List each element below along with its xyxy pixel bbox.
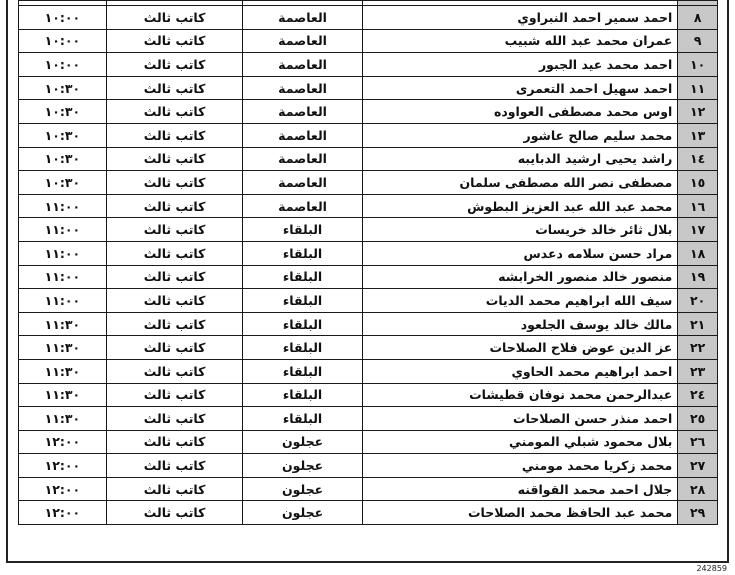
cell-time: ١٠:٠٠ (19, 53, 107, 77)
cell-name: محمد زكريا محمد مومني (362, 454, 678, 478)
table-row (19, 407, 718, 431)
cell-name: احمد منذر حسن الصلاحات (362, 407, 678, 431)
cell-num: ١٠ (678, 53, 718, 77)
cell-region: العاصمة (243, 194, 362, 218)
cell-region: العاصمة (243, 76, 362, 100)
cell-num: ١٥ (678, 171, 718, 195)
table-row (19, 312, 718, 336)
cell-region: البلقاء (243, 383, 362, 407)
cell-name: محمد عبد الله عبد العزيز البطوش (362, 194, 678, 218)
cell-num: ١١ (678, 76, 718, 100)
cell-rank: كاتب ثالث (106, 289, 243, 313)
cell-rank: كاتب ثالث (106, 454, 243, 478)
reference-code: 242859 (696, 564, 727, 573)
cell-name: راشد يحيى ارشيد الدبايبه (362, 147, 678, 171)
cell-time: ١١:٣٠ (19, 359, 107, 383)
cell-region: البلقاء (243, 289, 362, 313)
cell-time: ١١:٠٠ (19, 289, 107, 313)
cell-rank: كاتب ثالث (106, 147, 243, 171)
cell-rank: كاتب ثالث (106, 312, 243, 336)
table-row (19, 53, 718, 77)
cell-name: مراد حسن سلامه دعدس (362, 241, 678, 265)
cell-rank: كاتب ثالث (106, 336, 243, 360)
cell-rank: كاتب ثالث (106, 430, 243, 454)
cell-name: عبدالرحمن محمد نوفان قطيشات (362, 383, 678, 407)
table-row (19, 289, 718, 313)
cell-time: ١١:٠٠ (19, 218, 107, 242)
cell-num: ٢٠ (678, 289, 718, 313)
cell-time: ١٠:٣٠ (19, 171, 107, 195)
cell-rank: كاتب ثالث (106, 76, 243, 100)
cell-rank: كاتب ثالث (106, 218, 243, 242)
cell-region: العاصمة (243, 123, 362, 147)
cell-name: جلال احمد محمد القواقنه (362, 477, 678, 501)
table-row (19, 430, 718, 454)
table-row (19, 454, 718, 478)
cell-num: ٩ (678, 29, 718, 53)
cell-name: احمد سهيل احمد التعمرى (362, 76, 678, 100)
cell-name: احمد ابراهيم محمد الحاوي (362, 359, 678, 383)
cell-region: العاصمة (243, 100, 362, 124)
cell-region: البلقاء (243, 336, 362, 360)
cell-time: ١٢:٠٠ (19, 430, 107, 454)
cell-num: ١٤ (678, 147, 718, 171)
cell-rank: كاتب ثالث (106, 359, 243, 383)
cell-time: ١٠:٣٠ (19, 123, 107, 147)
cell-num: ٢١ (678, 312, 718, 336)
table-row (19, 194, 718, 218)
cell-num: ٢٤ (678, 383, 718, 407)
cell-num: ٢٣ (678, 359, 718, 383)
cell-num: ١٦ (678, 194, 718, 218)
cell-name: احمد سمير احمد النبراوي (362, 6, 678, 30)
table-row (19, 241, 718, 265)
table-row (19, 29, 718, 53)
cell-time: ١١:٣٠ (19, 383, 107, 407)
cell-name: منصور خالد منصور الخرابشه (362, 265, 678, 289)
cell-rank: كاتب ثالث (106, 100, 243, 124)
cell-region: عجلون (243, 477, 362, 501)
cell-name: محمد عبد الحافظ محمد الصلاحات (362, 501, 678, 525)
table-row (19, 383, 718, 407)
table-row (19, 501, 718, 525)
table-row (19, 359, 718, 383)
table-row (19, 147, 718, 171)
cell-region: العاصمة (243, 147, 362, 171)
cell-name: عمران محمد عبد الله شبيب (362, 29, 678, 53)
table-row (19, 477, 718, 501)
cell-time: ١٠:٠٠ (19, 6, 107, 30)
cell-num: ٢٥ (678, 407, 718, 431)
cell-name: بلال ثائر خالد خريسات (362, 218, 678, 242)
cell-region: العاصمة (243, 29, 362, 53)
cell-region: عجلون (243, 501, 362, 525)
cell-rank: كاتب ثالث (106, 265, 243, 289)
cell-rank: كاتب ثالث (106, 194, 243, 218)
cell-name: بلال محمود شبلي المومني (362, 430, 678, 454)
cell-region: البلقاء (243, 312, 362, 336)
candidates-table-body (19, 1, 718, 525)
cell-time: ١١:٠٠ (19, 265, 107, 289)
cell-rank: كاتب ثالث (106, 501, 243, 525)
cell-region: العاصمة (243, 53, 362, 77)
table-row (19, 336, 718, 360)
cell-num: ١٩ (678, 265, 718, 289)
cell-name: مالك خالد يوسف الجلعود (362, 312, 678, 336)
cell-time: ١٢:٠٠ (19, 477, 107, 501)
cell-num: ٢٨ (678, 477, 718, 501)
cell-num: ٢٧ (678, 454, 718, 478)
cell-rank: كاتب ثالث (106, 477, 243, 501)
cell-region: البلقاء (243, 218, 362, 242)
cell-num: ٢٢ (678, 336, 718, 360)
cell-name: احمد محمد عيد الجبور (362, 53, 678, 77)
cell-time: ١٠:٠٠ (19, 29, 107, 53)
cell-time: ١٢:٠٠ (19, 501, 107, 525)
cell-region: البلقاء (243, 265, 362, 289)
cell-rank: كاتب ثالث (106, 6, 243, 30)
cell-rank: كاتب ثالث (106, 241, 243, 265)
cell-num: ٢٩ (678, 501, 718, 525)
cell-num: ١٣ (678, 123, 718, 147)
cell-rank: كاتب ثالث (106, 29, 243, 53)
cell-region: العاصمة (243, 6, 362, 30)
table-row (19, 218, 718, 242)
cell-time: ١١:٠٠ (19, 194, 107, 218)
cell-time: ١٠:٣٠ (19, 100, 107, 124)
cell-rank: كاتب ثالث (106, 171, 243, 195)
cell-time: ١٠:٣٠ (19, 147, 107, 171)
cell-num: ٢٦ (678, 430, 718, 454)
cell-name: اوس محمد مصطفى العواوده (362, 100, 678, 124)
cell-name: عز الدين عوض فلاح الصلاحات (362, 336, 678, 360)
cell-region: البلقاء (243, 407, 362, 431)
table-row (19, 100, 718, 124)
cell-rank: كاتب ثالث (106, 383, 243, 407)
table-row (19, 265, 718, 289)
table-row (19, 123, 718, 147)
cell-name: سيف الله ابراهيم محمد الديات (362, 289, 678, 313)
table-row (19, 6, 718, 30)
cell-rank: كاتب ثالث (106, 123, 243, 147)
cell-time: ١١:٣٠ (19, 336, 107, 360)
cell-num: ١٨ (678, 241, 718, 265)
cell-region: عجلون (243, 430, 362, 454)
table-row (19, 171, 718, 195)
cell-region: العاصمة (243, 171, 362, 195)
cell-num: ٨ (678, 6, 718, 30)
cell-time: ١١:٣٠ (19, 312, 107, 336)
table-row (19, 76, 718, 100)
cell-region: عجلون (243, 454, 362, 478)
cell-rank: كاتب ثالث (106, 53, 243, 77)
cell-time: ١١:٣٠ (19, 407, 107, 431)
cell-num: ١٢ (678, 100, 718, 124)
cell-rank: كاتب ثالث (106, 407, 243, 431)
cell-name: محمد سليم صالح عاشور (362, 123, 678, 147)
cell-region: البلقاء (243, 241, 362, 265)
candidates-table (18, 0, 718, 525)
cell-time: ١٠:٣٠ (19, 76, 107, 100)
cell-region: البلقاء (243, 359, 362, 383)
cell-name: مصطفى نصر الله مصطفى سلمان (362, 171, 678, 195)
cell-num: ١٧ (678, 218, 718, 242)
cell-time: ١١:٠٠ (19, 241, 107, 265)
cell-time: ١٢:٠٠ (19, 454, 107, 478)
